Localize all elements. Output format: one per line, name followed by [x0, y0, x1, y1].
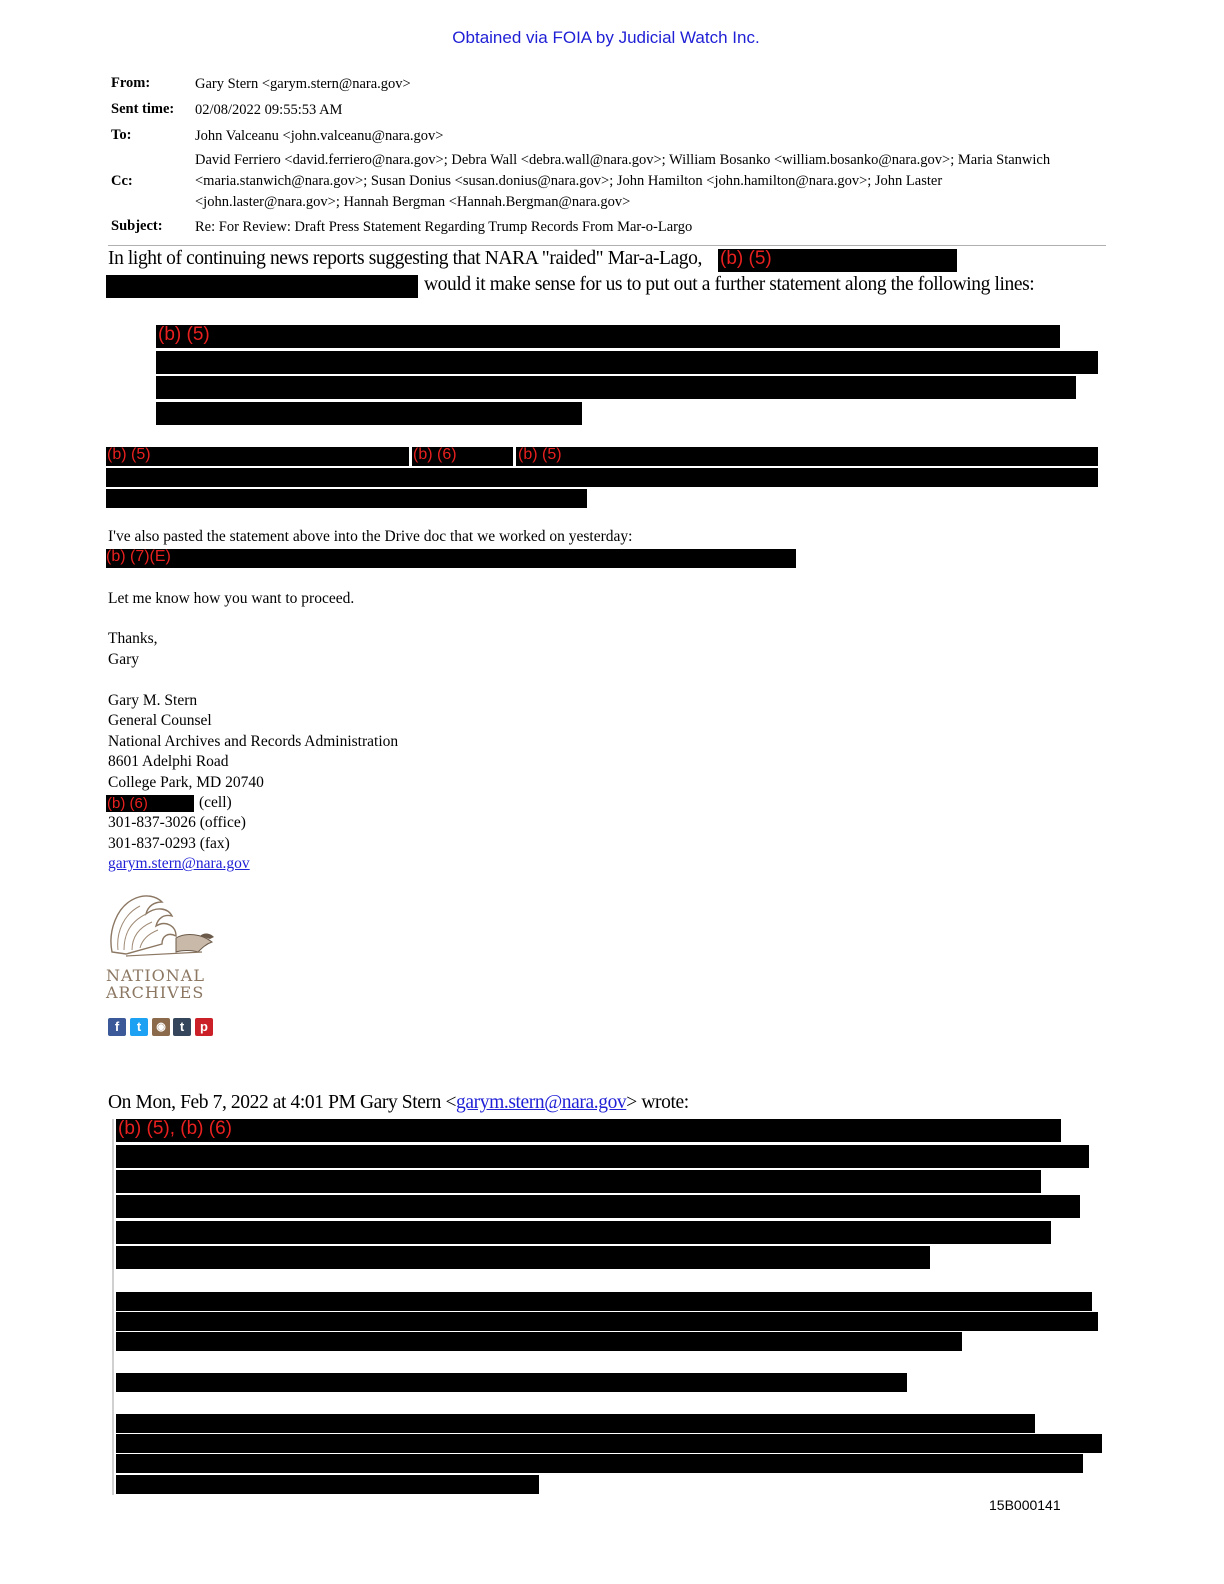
body-line-1: In light of continuing news reports suggesting that NARA "raided" Mar-a-Lago,: [108, 248, 702, 269]
redaction-block: [116, 1246, 930, 1269]
facebook-icon[interactable]: f: [108, 1018, 126, 1036]
header-divider: [108, 245, 1106, 246]
redaction-block: [156, 351, 1098, 374]
from-label: From:: [111, 75, 151, 91]
subject-value: Re: For Review: Draft Press Statement Regarding Trump Records From Mar-o-Largo: [195, 219, 693, 235]
quoted-header: [108, 1092, 689, 1114]
redaction-block: [116, 1292, 1092, 1311]
national-archives-logo: [106, 892, 220, 1002]
signature-city: College Park, MD 20740: [108, 773, 264, 791]
twitter-icon[interactable]: t: [130, 1018, 148, 1036]
signature-title: General Counsel: [108, 712, 212, 730]
drive-doc-text: I've also pasted the statement above into the Drive doc that we worked on yesterday:: [108, 528, 633, 545]
logo-text-archives: ARCHIVES: [106, 983, 205, 1002]
instagram-icon[interactable]: ◉: [152, 1018, 170, 1036]
cc-value-line3: <john.laster@nara.gov>; Hannah Bergman <Hannah.Bergman@nara.gov>: [195, 194, 631, 210]
eagle-wave-icon: [106, 892, 220, 962]
redaction-label: (b) (5): [518, 446, 562, 463]
thanks-text: Thanks,: [108, 630, 158, 647]
redaction-label: (b) (6): [107, 795, 148, 813]
cc-label: Cc:: [111, 173, 133, 189]
signature-org: National Archives and Records Administration: [108, 732, 399, 750]
redaction-block: [156, 402, 582, 425]
cc-value-line2: <maria.stanwich@nara.gov>; Susan Donius <susan.donius@nara.gov>; John Hamilton <john.hamilton@nara.gov>; John Laster: [195, 173, 943, 189]
redaction-block: [106, 447, 409, 466]
redaction-block: [116, 1312, 1098, 1331]
redaction-block: [116, 1434, 1102, 1453]
redaction-block: [116, 1414, 1035, 1433]
redaction-block: [106, 549, 796, 568]
redaction-block: [106, 275, 418, 298]
redaction-block: [116, 1454, 1083, 1473]
redaction-block: [516, 447, 1098, 466]
redaction-label: (b) (6): [413, 446, 457, 463]
redaction-block: [116, 1373, 907, 1392]
redaction-label: (b) (7)(E): [106, 548, 171, 565]
bates-number: 15B000141: [989, 1497, 1061, 1513]
tumblr-icon[interactable]: t: [173, 1018, 191, 1036]
to-label: To:: [111, 127, 132, 143]
foia-banner: Obtained via FOIA by Judicial Watch Inc.: [452, 28, 760, 47]
sent-value: 02/08/2022 09:55:53 AM: [195, 102, 343, 118]
redaction-block: [116, 1170, 1041, 1193]
redaction-block: [116, 1332, 962, 1351]
pinterest-icon[interactable]: p: [195, 1018, 213, 1036]
redaction-label: (b) (5): [720, 248, 772, 269]
logo-text-national: NATIONAL: [106, 966, 205, 985]
sender-first-name: Gary: [108, 651, 139, 668]
redaction-block: [116, 1119, 1061, 1142]
subject-label: Subject:: [111, 218, 163, 234]
redaction-block: [156, 376, 1076, 399]
signature-fax: 301-837-0293 (fax): [108, 834, 230, 852]
to-value: John Valceanu <john.valceanu@nara.gov>: [195, 128, 444, 144]
redaction-block: [106, 489, 587, 508]
redaction-block: [106, 468, 1098, 487]
redaction-block: [156, 325, 1060, 348]
cc-value-line1: David Ferriero <david.ferriero@nara.gov>; Debra Wall <debra.wall@nara.gov>; William Bosanko <william.bosanko@nara.gov>; Maria Stanwich: [195, 152, 1051, 168]
quote-bar: [112, 1119, 114, 1495]
redaction-block: [116, 1145, 1089, 1168]
body-line-2: would it make sense for us to put out a further statement along the following lines:: [424, 274, 1035, 295]
quoted-suffix: > wrote:: [626, 1092, 689, 1113]
redaction-label: (b) (5): [158, 324, 210, 345]
redaction-block: [106, 795, 194, 812]
signature-cell-line: [108, 793, 398, 813]
redaction-block: [412, 447, 513, 466]
quoted-prefix: On Mon, Feb 7, 2022 at 4:01 PM Gary Stern <: [108, 1092, 457, 1113]
redaction-label: (b) (5): [107, 446, 151, 463]
redaction-block: [116, 1221, 1051, 1244]
sent-label: Sent time:: [111, 101, 175, 117]
signature-email-link[interactable]: garym.stern@nara.gov: [108, 855, 250, 873]
redaction-block: [116, 1475, 539, 1494]
signature-office: 301-837-3026 (office): [108, 814, 246, 832]
signature-block: [108, 691, 398, 875]
cell-suffix: (cell): [199, 794, 232, 812]
redaction-label: (b) (5), (b) (6): [118, 1118, 232, 1139]
signature-street: 8601 Adelphi Road: [108, 753, 229, 771]
redaction-block: [718, 249, 957, 272]
from-value: Gary Stern <garym.stern@nara.gov>: [195, 76, 411, 92]
signature-name: Gary M. Stern: [108, 692, 198, 709]
proceed-text: Let me know how you want to proceed.: [108, 590, 355, 607]
quoted-email-link[interactable]: garym.stern@nara.gov: [456, 1092, 627, 1113]
redaction-block: [116, 1195, 1080, 1218]
